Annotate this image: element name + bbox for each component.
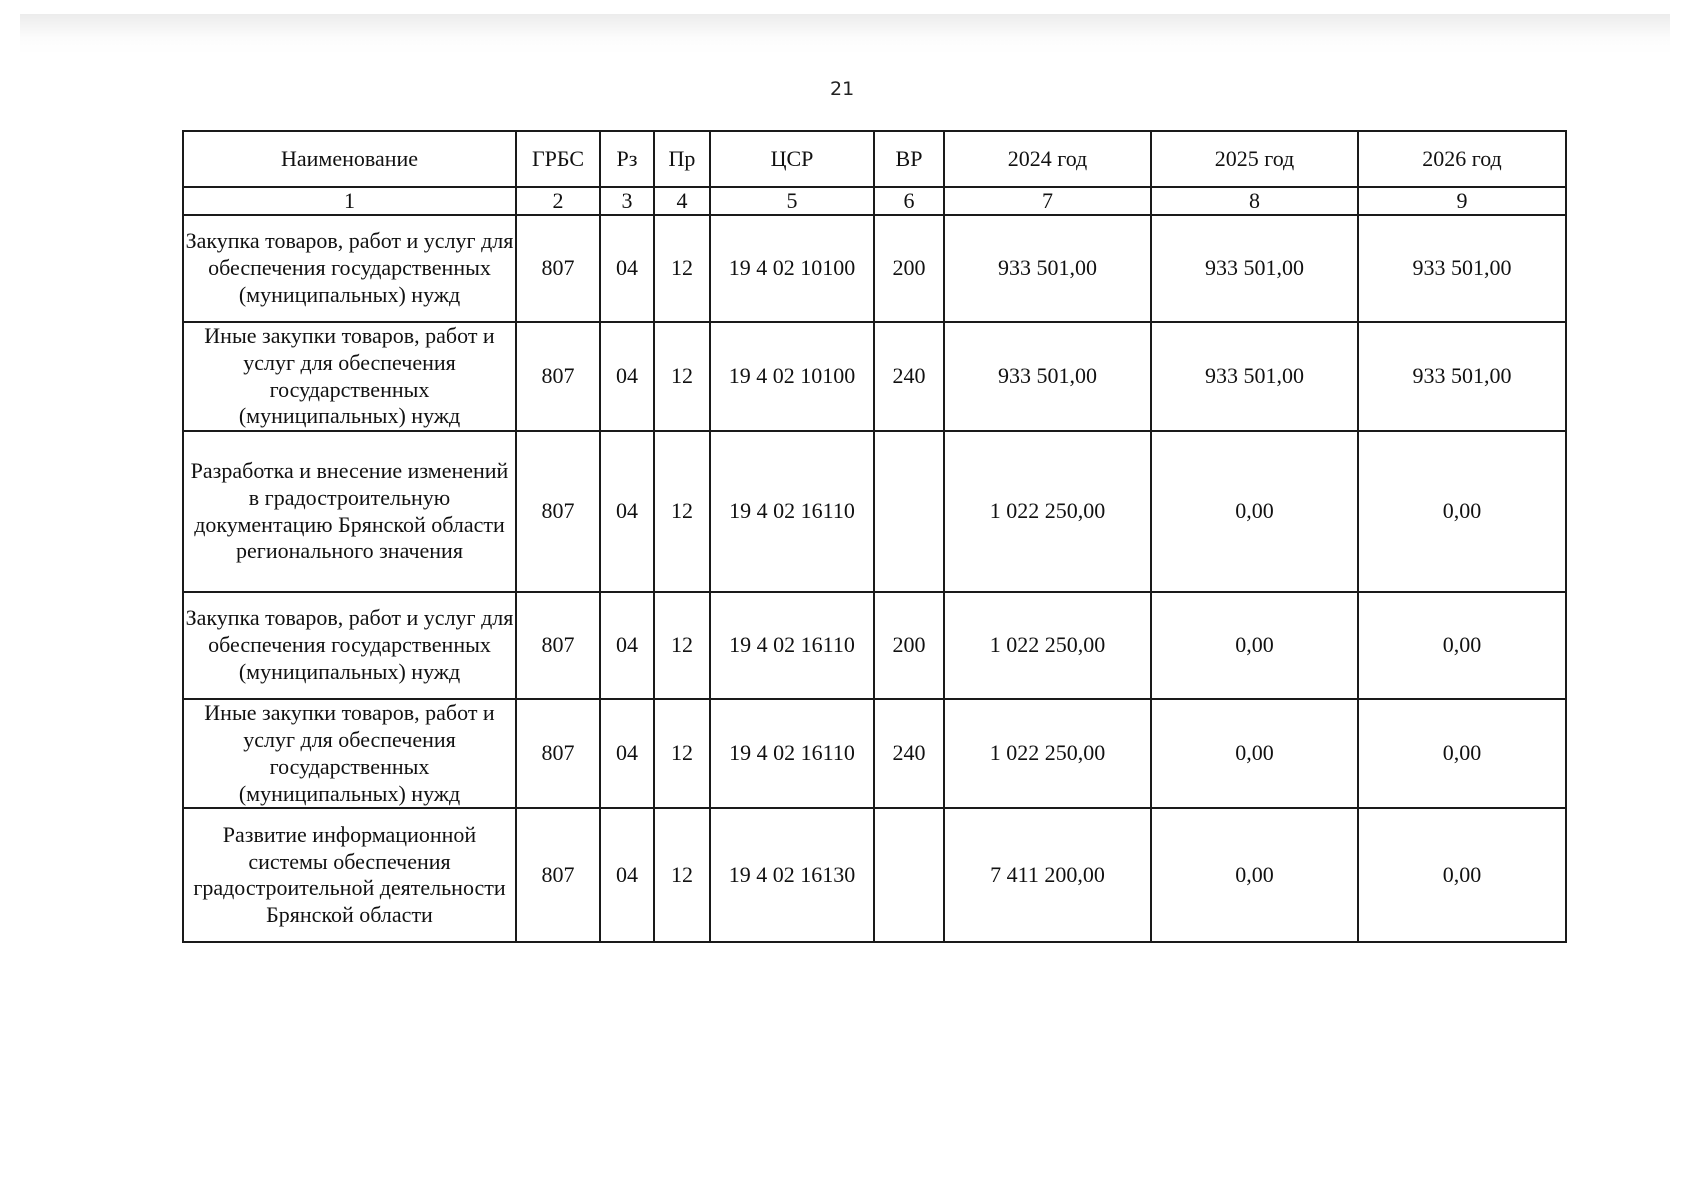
cell-pr: 12	[654, 592, 710, 699]
cell-vr	[874, 808, 944, 942]
cell-name: Развитие информационной системы обеспечения градостроительной деятельности Брянской области	[183, 808, 516, 942]
cell-name: Иные закупки товаров, работ и услуг для обеспечения государственных (муниципальных) нужд	[183, 322, 516, 431]
cell-pr: 12	[654, 808, 710, 942]
cell-pr: 12	[654, 322, 710, 431]
table-row	[183, 322, 1566, 431]
cell-2024: 933 501,00	[944, 322, 1151, 431]
column-index: 7	[944, 187, 1151, 215]
cell-vr: 200	[874, 215, 944, 322]
header-grbs: ГРБС	[516, 131, 600, 187]
table-row	[183, 592, 1566, 699]
cell-vr: 240	[874, 322, 944, 431]
cell-2025: 933 501,00	[1151, 322, 1358, 431]
cell-csr: 19 4 02 16110	[710, 431, 874, 592]
cell-2026: 0,00	[1358, 431, 1566, 592]
header-csr: ЦСР	[710, 131, 874, 187]
cell-csr: 19 4 02 10100	[710, 322, 874, 431]
cell-2024: 7 411 200,00	[944, 808, 1151, 942]
cell-grbs: 807	[516, 322, 600, 431]
cell-2025: 0,00	[1151, 431, 1358, 592]
header-2026: 2026 год	[1358, 131, 1566, 187]
cell-2024: 933 501,00	[944, 215, 1151, 322]
cell-2025: 0,00	[1151, 592, 1358, 699]
cell-2026: 0,00	[1358, 699, 1566, 808]
cell-2024: 1 022 250,00	[944, 592, 1151, 699]
column-index: 2	[516, 187, 600, 215]
column-index: 8	[1151, 187, 1358, 215]
cell-vr: 200	[874, 592, 944, 699]
scan-artifact-band	[20, 14, 1670, 54]
cell-pr: 12	[654, 699, 710, 808]
header-2024: 2024 год	[944, 131, 1151, 187]
cell-2026: 0,00	[1358, 808, 1566, 942]
cell-2025: 0,00	[1151, 699, 1358, 808]
cell-grbs: 807	[516, 592, 600, 699]
column-index: 4	[654, 187, 710, 215]
cell-2026: 933 501,00	[1358, 322, 1566, 431]
cell-2025: 0,00	[1151, 808, 1358, 942]
cell-2026: 0,00	[1358, 592, 1566, 699]
cell-pr: 12	[654, 215, 710, 322]
cell-2025: 933 501,00	[1151, 215, 1358, 322]
cell-grbs: 807	[516, 808, 600, 942]
cell-grbs: 807	[516, 431, 600, 592]
column-index-row	[183, 187, 1566, 215]
cell-2026: 933 501,00	[1358, 215, 1566, 322]
cell-csr: 19 4 02 16130	[710, 808, 874, 942]
cell-rz: 04	[600, 592, 654, 699]
cell-rz: 04	[600, 808, 654, 942]
cell-rz: 04	[600, 699, 654, 808]
cell-name: Закупка товаров, работ и услуг для обеспечения государственных (муниципальных) нужд	[183, 592, 516, 699]
cell-name: Разработка и внесение изменений в градостроительную документацию Брянской области регионального значения	[183, 431, 516, 592]
column-index: 5	[710, 187, 874, 215]
header-rz: Рз	[600, 131, 654, 187]
cell-name: Закупка товаров, работ и услуг для обеспечения государственных (муниципальных) нужд	[183, 215, 516, 322]
table-row	[183, 431, 1566, 592]
cell-rz: 04	[600, 431, 654, 592]
cell-csr: 19 4 02 16110	[710, 699, 874, 808]
column-index: 6	[874, 187, 944, 215]
cell-vr: 240	[874, 699, 944, 808]
cell-grbs: 807	[516, 699, 600, 808]
budget-table	[182, 130, 1567, 943]
column-index: 9	[1358, 187, 1566, 215]
cell-grbs: 807	[516, 215, 600, 322]
table-row	[183, 215, 1566, 322]
header-vr: ВР	[874, 131, 944, 187]
cell-csr: 19 4 02 10100	[710, 215, 874, 322]
cell-pr: 12	[654, 431, 710, 592]
cell-rz: 04	[600, 215, 654, 322]
header-row	[183, 131, 1566, 187]
column-index: 1	[183, 187, 516, 215]
table-row	[183, 808, 1566, 942]
table-row	[183, 699, 1566, 808]
column-index: 3	[600, 187, 654, 215]
cell-2024: 1 022 250,00	[944, 431, 1151, 592]
cell-name: Иные закупки товаров, работ и услуг для обеспечения государственных (муниципальных) нужд	[183, 699, 516, 808]
header-pr: Пр	[654, 131, 710, 187]
cell-2024: 1 022 250,00	[944, 699, 1151, 808]
header-name: Наименование	[183, 131, 516, 187]
page-number: 21	[830, 78, 855, 100]
header-2025: 2025 год	[1151, 131, 1358, 187]
cell-rz: 04	[600, 322, 654, 431]
cell-vr	[874, 431, 944, 592]
cell-csr: 19 4 02 16110	[710, 592, 874, 699]
